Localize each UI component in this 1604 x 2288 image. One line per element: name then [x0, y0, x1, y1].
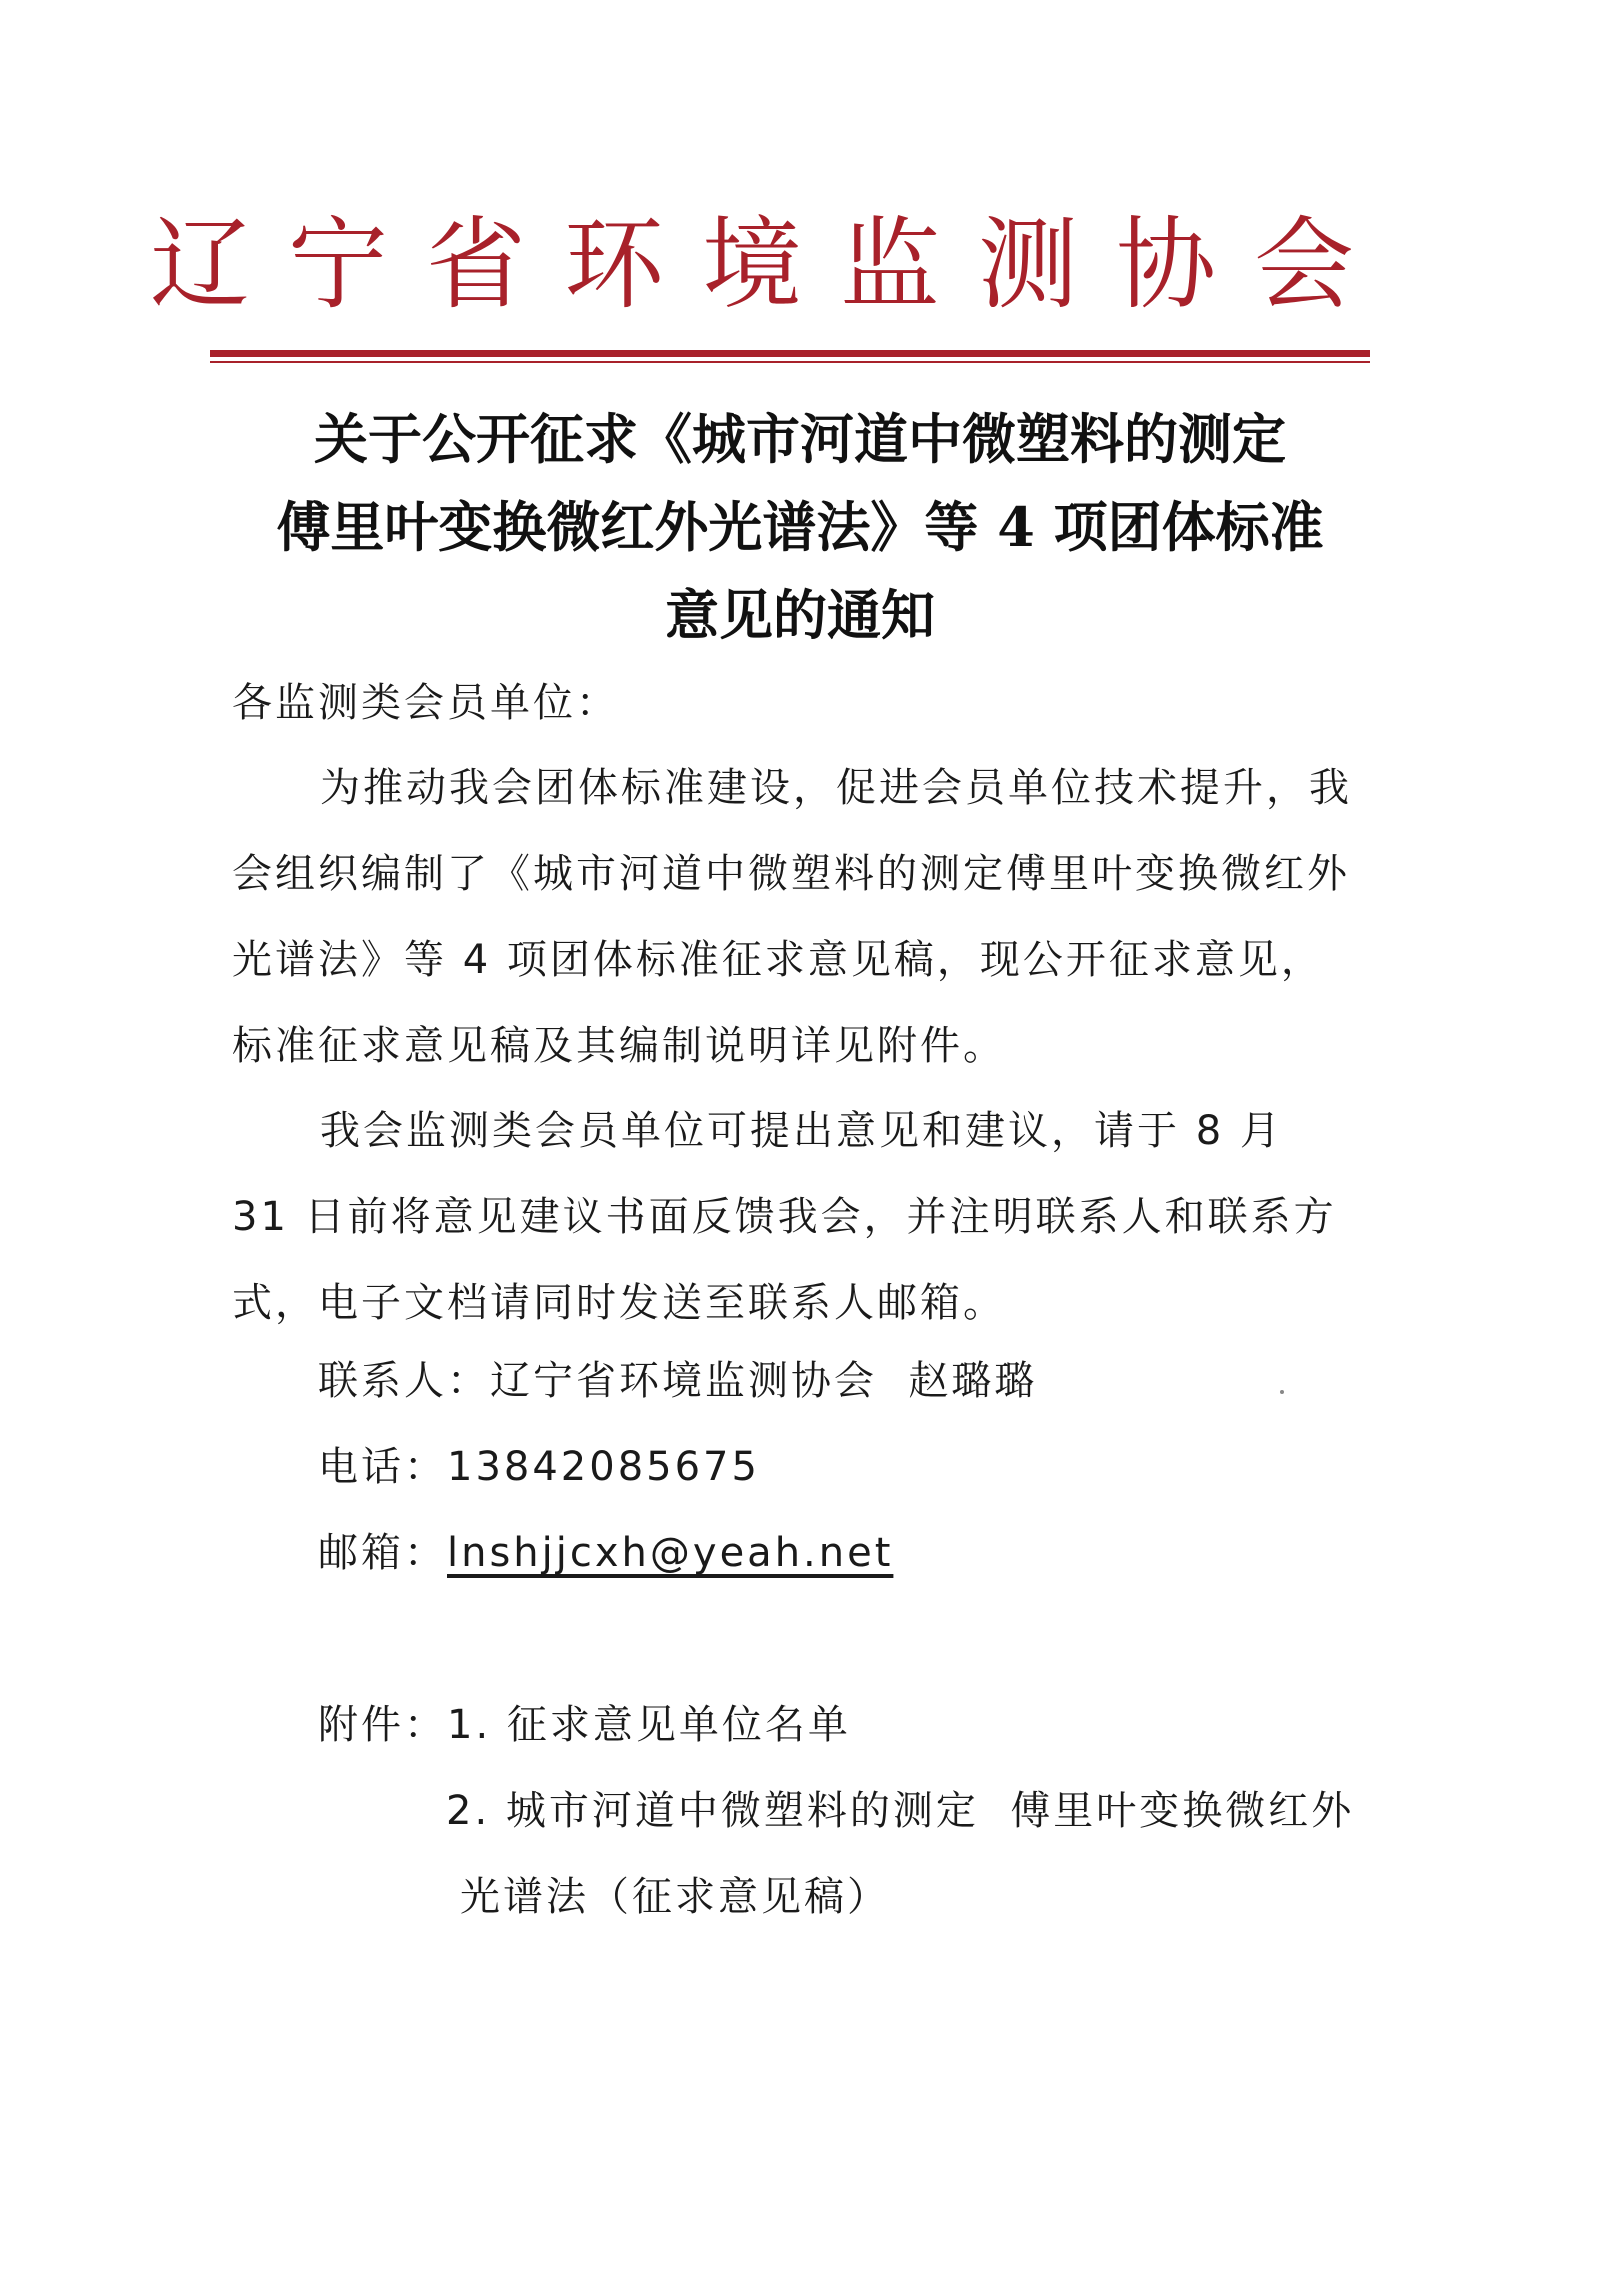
attachment-1-text: 1. 征求意见单位名单: [447, 1702, 851, 1748]
title-line-2: 傅里叶变换微红外光谱法》等 4 项团体标准: [276, 495, 1324, 559]
contact-person-label: 联系人：: [318, 1358, 490, 1404]
email-link[interactable]: lnshjjcxh@yeah.net: [447, 1530, 894, 1576]
salutation: 各监测类会员单位：: [232, 680, 619, 726]
org-letterhead: 辽宁省环境监测协会: [150, 206, 1392, 323]
contact-person: [318, 1338, 1037, 1424]
email-label: 邮箱：: [318, 1530, 447, 1576]
phone-value: 13842085675: [447, 1444, 760, 1490]
paragraph-1: 为推动我会团体标准建设，促进会员单位技术提升，我会组织编制了《城市河道中微塑料的测定傅里叶变换微红外光谱法》等 4 项团体标准征求意见稿，现公开征求意见，标准征求意见稿及其编制说明详见附件。: [232, 765, 1352, 1069]
attachment-item-2-line-1: 2. 城市河道中微塑料的测定 傅里叶变换微红外: [446, 1788, 1355, 1834]
contact-phone: [318, 1424, 760, 1510]
title-line-3: 意见的通知: [665, 583, 935, 647]
phone-label: 电话：: [318, 1444, 447, 1490]
letterhead-rule-thick: [210, 350, 1370, 357]
contact-person-value: 辽宁省环境监测协会 赵璐璐: [490, 1358, 1038, 1404]
attachment-item-1: [318, 1682, 851, 1768]
document-title: [200, 395, 1400, 659]
contact-email: [318, 1510, 893, 1596]
letterhead-rule-thin: [210, 361, 1370, 363]
attachment-item-2-line-2: 光谱法（征求意见稿）: [460, 1874, 890, 1920]
attachments-label: 附件：: [318, 1702, 447, 1748]
paragraph-2: 我会监测类会员单位可提出意见和建议，请于 8 月 31 日前将意见建议书面反馈我会，并注明联系人和联系方式，电子文档请同时发送至联系人邮箱。: [232, 1108, 1337, 1326]
scan-speck: [1280, 1390, 1284, 1394]
title-line-1: 关于公开征求《城市河道中微塑料的测定: [314, 407, 1286, 471]
